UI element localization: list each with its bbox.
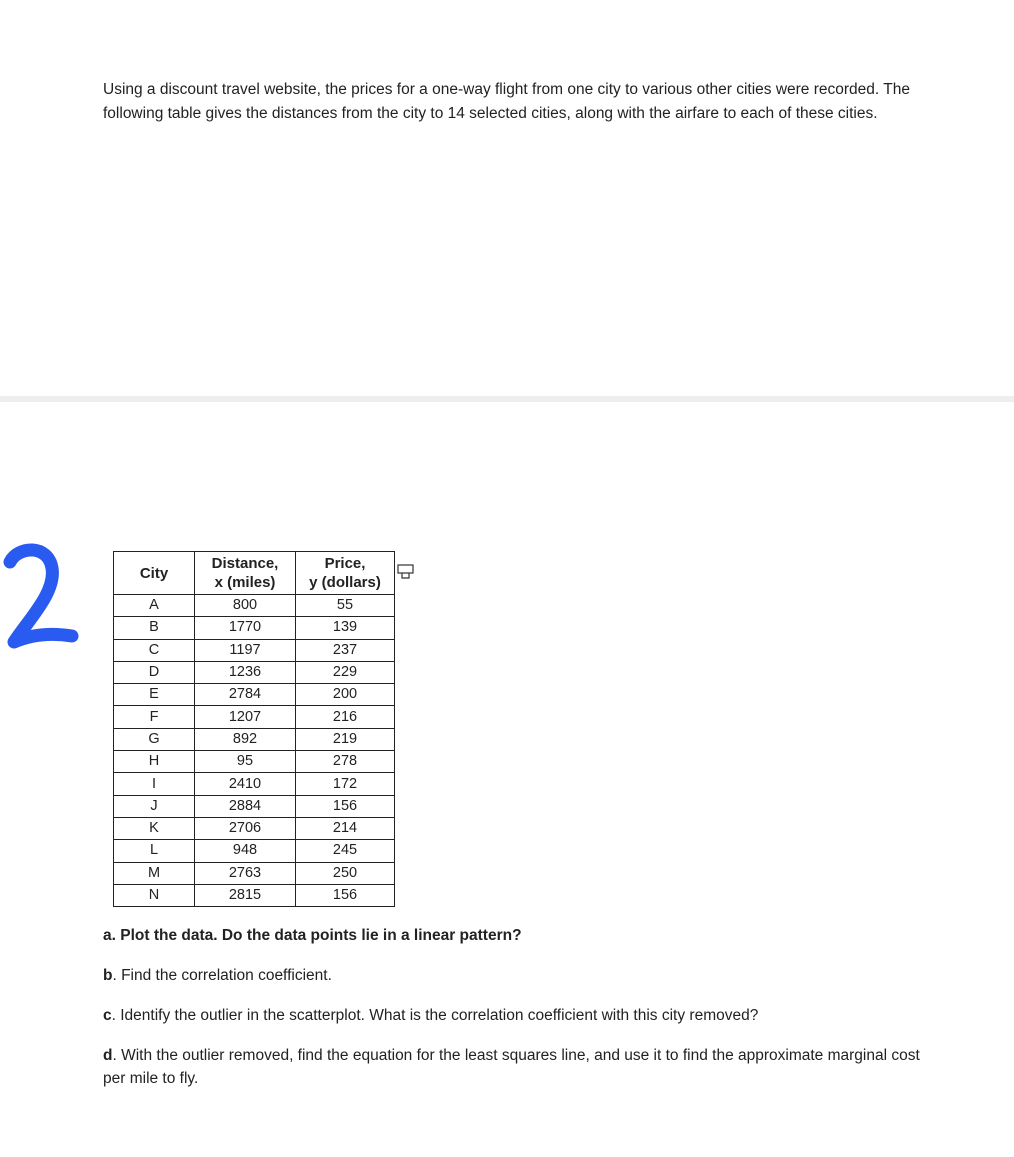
question-c-text: . Identify the outlier in the scatterplot. What is the correlation coefficient with this city removed? xyxy=(111,1007,759,1024)
table-row xyxy=(114,817,395,839)
questions xyxy=(103,924,943,1107)
cell-city: F xyxy=(114,706,195,728)
distance-price-table xyxy=(113,551,395,907)
table-row xyxy=(114,728,395,750)
header-distance-line2: x (miles) xyxy=(214,574,276,591)
cell-distance: 2784 xyxy=(195,684,296,706)
question-d-label: d xyxy=(103,1047,113,1064)
cell-distance: 948 xyxy=(195,840,296,862)
cell-city: H xyxy=(114,751,195,773)
cell-city: A xyxy=(114,595,195,617)
cell-price: 139 xyxy=(296,617,395,639)
cell-price: 245 xyxy=(296,840,395,862)
cell-distance: 2763 xyxy=(195,862,296,884)
cell-distance: 2884 xyxy=(195,795,296,817)
cell-price: 216 xyxy=(296,706,395,728)
cell-city: B xyxy=(114,617,195,639)
table-body xyxy=(114,595,395,907)
table-row xyxy=(114,661,395,683)
cell-city: L xyxy=(114,840,195,862)
table-row xyxy=(114,840,395,862)
cell-city: D xyxy=(114,661,195,683)
cell-price: 200 xyxy=(296,684,395,706)
table-row xyxy=(114,884,395,906)
cell-city: N xyxy=(114,884,195,906)
cell-distance: 800 xyxy=(195,595,296,617)
question-d xyxy=(103,1044,943,1090)
cell-city: M xyxy=(114,862,195,884)
cell-distance: 1207 xyxy=(195,706,296,728)
table-row xyxy=(114,595,395,617)
cell-price: 172 xyxy=(296,773,395,795)
header-price xyxy=(296,552,395,595)
cell-price: 237 xyxy=(296,639,395,661)
cell-price: 55 xyxy=(296,595,395,617)
question-b xyxy=(103,964,943,987)
cell-price: 250 xyxy=(296,862,395,884)
cell-price: 156 xyxy=(296,884,395,906)
header-city: City xyxy=(114,552,195,595)
handwritten-number-2 xyxy=(0,540,80,660)
question-a: a. Plot the data. Do the data points lie in a linear pattern? xyxy=(103,927,522,944)
cell-city: K xyxy=(114,817,195,839)
cell-city: G xyxy=(114,728,195,750)
header-price-line2: y (dollars) xyxy=(309,574,381,591)
table-row xyxy=(114,684,395,706)
cell-distance: 2815 xyxy=(195,884,296,906)
cell-price: 214 xyxy=(296,817,395,839)
cell-city: J xyxy=(114,795,195,817)
cell-city: E xyxy=(114,684,195,706)
table-row xyxy=(114,862,395,884)
table-row xyxy=(114,706,395,728)
cell-city: C xyxy=(114,639,195,661)
cell-price: 219 xyxy=(296,728,395,750)
header-distance-line1: Distance, xyxy=(211,555,279,572)
page-divider xyxy=(0,396,1014,402)
question-d-text: . With the outlier removed, find the equation for the least squares line, and use it to find the approximate marginal cost per mile to fly. xyxy=(103,1047,920,1087)
table-row xyxy=(114,617,395,639)
cell-distance: 1236 xyxy=(195,661,296,683)
question-c-label: c xyxy=(103,1007,112,1024)
cell-price: 156 xyxy=(296,795,395,817)
question-b-text: . Find the correlation coefficient. xyxy=(112,967,332,984)
table-header-row xyxy=(114,552,395,595)
header-price-line1: Price, xyxy=(324,555,366,572)
cell-price: 278 xyxy=(296,751,395,773)
table-row xyxy=(114,773,395,795)
cell-distance: 2410 xyxy=(195,773,296,795)
problem-intro: Using a discount travel website, the prices for a one-way flight from one city to various other cities were recorded. The following table gives the distances from the city to 14 selected cities, along with the airfare to each of these cities. xyxy=(103,81,910,122)
cell-distance: 1770 xyxy=(195,617,296,639)
header-distance xyxy=(195,552,296,595)
cell-city: I xyxy=(114,773,195,795)
table-row xyxy=(114,795,395,817)
question-c xyxy=(103,1004,943,1027)
cell-distance: 892 xyxy=(195,728,296,750)
table-row xyxy=(114,639,395,661)
cell-distance: 1197 xyxy=(195,639,296,661)
cell-distance: 95 xyxy=(195,751,296,773)
question-b-label: b xyxy=(103,967,113,984)
cell-price: 229 xyxy=(296,661,395,683)
copy-icon[interactable] xyxy=(397,564,415,580)
cell-distance: 2706 xyxy=(195,817,296,839)
table-row xyxy=(114,751,395,773)
